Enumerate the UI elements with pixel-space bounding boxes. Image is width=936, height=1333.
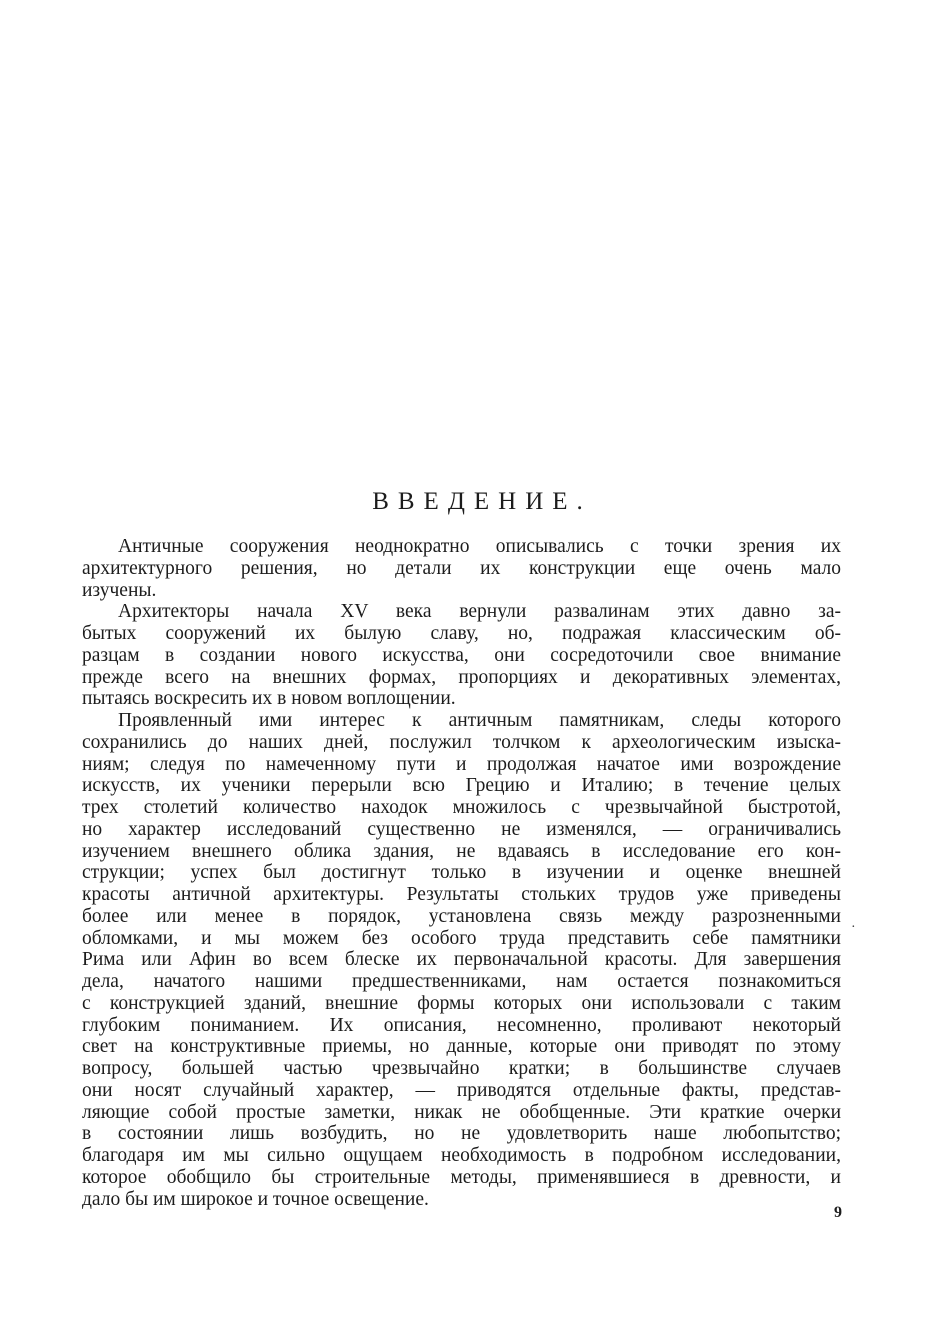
text-line: сохранились до наших дней, послужил толчком к археологическим изыска- <box>82 731 841 753</box>
body-text <box>82 536 841 1210</box>
page-number: 9 <box>834 1204 842 1221</box>
text-line: дало бы им широкое и точное освещение. <box>82 1188 429 1210</box>
text-line: Античные сооружения неоднократно описывались с точки зрения их <box>118 536 841 557</box>
text-line: бытых сооружений их былую славу, но, подражая классическим об- <box>82 623 841 644</box>
text-line: разцам в создании нового искусства, они сосредоточили свое внимание <box>82 644 841 666</box>
text-line: изучением внешнего облика здания, не вдаваясь в исследование его кон- <box>82 840 841 862</box>
text-line: архитектурного решения, но детали их конструкции еще очень мало <box>82 557 841 579</box>
text-line: ляющие собой простые заметки, никак не обобщенные. Эти краткие очерки <box>82 1101 841 1123</box>
text-line: Рима или Афин во всем блеске их первоначальной красоты. Для завершения <box>82 949 841 971</box>
text-line: с конструкцией зданий, внешние формы которых они использовали с таким <box>82 992 841 1014</box>
page-title: ВВЕДЕНИЕ. <box>372 488 592 515</box>
text-line: но характер исследований существенно не изменялся, — ограничивались <box>82 818 841 840</box>
text-line: глубоким пониманием. Их описания, несомненно, проливают некоторый <box>82 1014 841 1036</box>
text-line: обломками, и мы можем без особого труда представить себе памятники <box>82 927 841 949</box>
margin-mark: · <box>851 920 856 935</box>
text-line: Проявленный ими интерес к античным памятникам, следы которого <box>118 710 841 731</box>
text-line: дела, начатого нашими предшественниками, нам остается познакомиться <box>82 971 841 992</box>
text-line: искусств, их ученики перерыли всю Грецию и Италию; в течение целых <box>82 775 841 797</box>
text-line: трех столетий количество находок множилось с чрезвычайной быстротой, <box>82 797 841 818</box>
text-line: пытаясь воскресить их в новом воплощении. <box>82 688 456 710</box>
text-line: более или менее в порядок, установлена связь между разрозненными <box>82 905 841 927</box>
text-line: прежде всего на внешних формах, пропорциях и декоративных элементах, <box>82 666 841 688</box>
text-line: в состоянии лишь возбудить, но не удовлетворить наше любопытство; <box>82 1123 841 1145</box>
text-line: благодаря им мы сильно ощущаем необходимость в подробном исследовании, <box>82 1145 841 1166</box>
text-line: красоты античной архитектуры. Результаты стольких трудов уже приведены <box>82 884 841 905</box>
text-line: Архитекторы начала XV века вернули развалинам этих давно за- <box>118 601 841 623</box>
text-line: свет на конструктивные приемы, но данные, которые они приводят по этому <box>82 1036 841 1058</box>
text-line: которое обобщило бы строительные методы, применявшиеся в древности, и <box>82 1166 841 1188</box>
text-line: ниям; следуя по намеченному пути и продолжая начатое ими возрождение <box>82 753 841 775</box>
text-line: изучены. <box>82 579 157 601</box>
text-line: вопросу, большей частью чрезвычайно кратки; в большинстве случаев <box>82 1058 841 1079</box>
text-line: они носят случайный характер, — приводятся отдельные факты, представ- <box>82 1079 841 1101</box>
text-line: струкции; успех был достигнут только в изучении и оценке внешней <box>82 862 841 884</box>
